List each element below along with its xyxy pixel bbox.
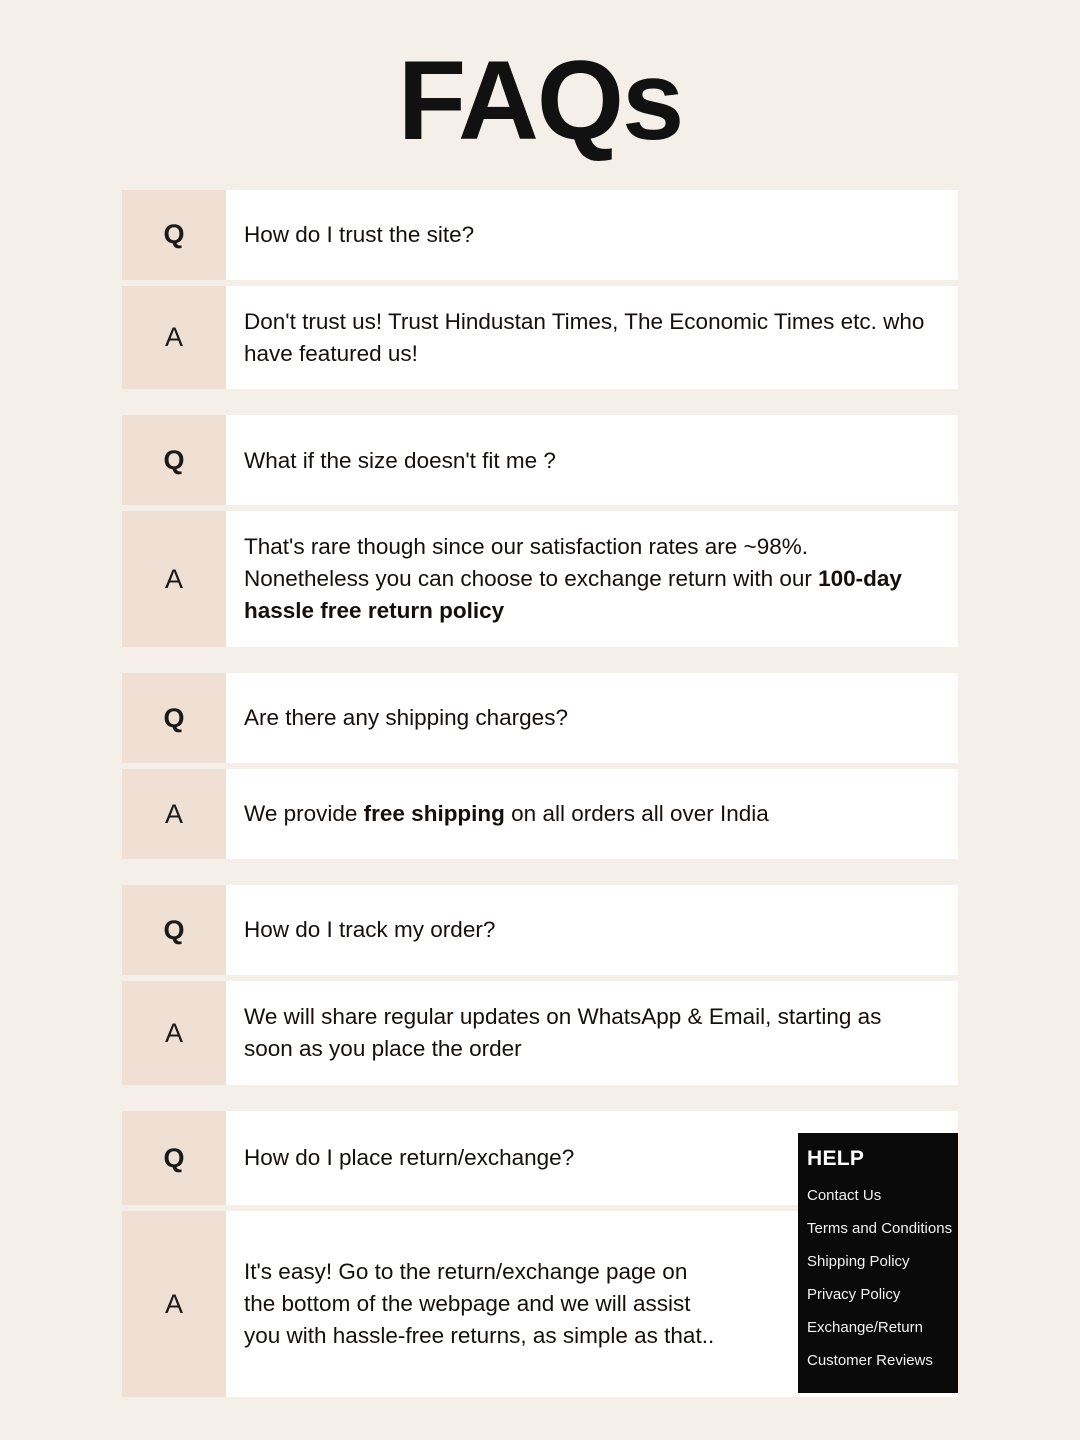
help-link-exchange-return[interactable]: Exchange/Return	[807, 1319, 923, 1336]
question-badge: Q	[122, 190, 226, 280]
faq-item	[122, 673, 958, 859]
question-text: How do I trust the site?	[244, 221, 475, 247]
help-panel-title: HELP	[807, 1147, 865, 1170]
question-badge: Q	[122, 1111, 226, 1205]
answer-text: It's easy! Go to the return/exchange page on the bottom of the webpage and we will assist you with hassle-free returns, as simple as that..	[244, 1259, 715, 1349]
faq-question-row[interactable]	[122, 190, 958, 280]
faq-item	[122, 885, 958, 1085]
faq-question-row[interactable]	[122, 885, 958, 975]
question-text-container	[226, 415, 958, 505]
question-text: What if the size doesn't fit me ?	[244, 447, 556, 473]
answer-text: That's rare though since our satisfaction rates are ~98%. Nonetheless you can choose to exchange return with our 100-day hassle free return policy	[244, 534, 902, 624]
help-panel	[798, 1133, 958, 1393]
faq-question-row[interactable]	[122, 415, 958, 505]
help-link-terms-and-conditions[interactable]: Terms and Conditions	[807, 1220, 953, 1237]
answer-badge: A	[122, 981, 226, 1085]
question-text: How do I track my order?	[244, 917, 496, 943]
faq-answer-row	[122, 511, 958, 647]
answer-text-container	[226, 981, 958, 1085]
question-text-container	[226, 190, 958, 280]
faq-question-row[interactable]	[122, 673, 958, 763]
question-text: Are there any shipping charges?	[244, 705, 568, 731]
help-link-shipping-policy[interactable]: Shipping Policy	[807, 1253, 910, 1270]
help-link-customer-reviews[interactable]: Customer Reviews	[807, 1352, 933, 1369]
faq-item	[122, 415, 958, 647]
help-link-contact-us[interactable]: Contact Us	[807, 1187, 882, 1204]
answer-text-container	[226, 511, 958, 647]
faq-answer-row	[122, 981, 958, 1085]
question-badge: Q	[122, 415, 226, 505]
answer-text: Don't trust us! Trust Hindustan Times, The Economic Times etc. who have featured us!	[244, 308, 925, 366]
faq-answer-row	[122, 286, 958, 390]
page-title: FAQs	[397, 38, 683, 163]
faq-answer-row	[122, 769, 958, 859]
question-badge: Q	[122, 673, 226, 763]
faq-item	[122, 190, 958, 390]
answer-badge: A	[122, 769, 226, 859]
answer-badge: A	[122, 1211, 226, 1397]
answer-text-container	[226, 769, 958, 859]
question-text-container	[226, 885, 958, 975]
answer-text: We will share regular updates on WhatsApp & Email, starting as soon as you place the order	[244, 1004, 882, 1062]
answer-text-container	[226, 286, 958, 390]
help-link-privacy-policy[interactable]: Privacy Policy	[807, 1286, 901, 1303]
question-badge: Q	[122, 885, 226, 975]
answer-text: We provide free shipping on all orders all over India	[244, 801, 769, 827]
question-text: How do I place return/exchange?	[244, 1145, 575, 1171]
answer-badge: A	[122, 286, 226, 390]
question-text-container	[226, 673, 958, 763]
answer-badge: A	[122, 511, 226, 647]
